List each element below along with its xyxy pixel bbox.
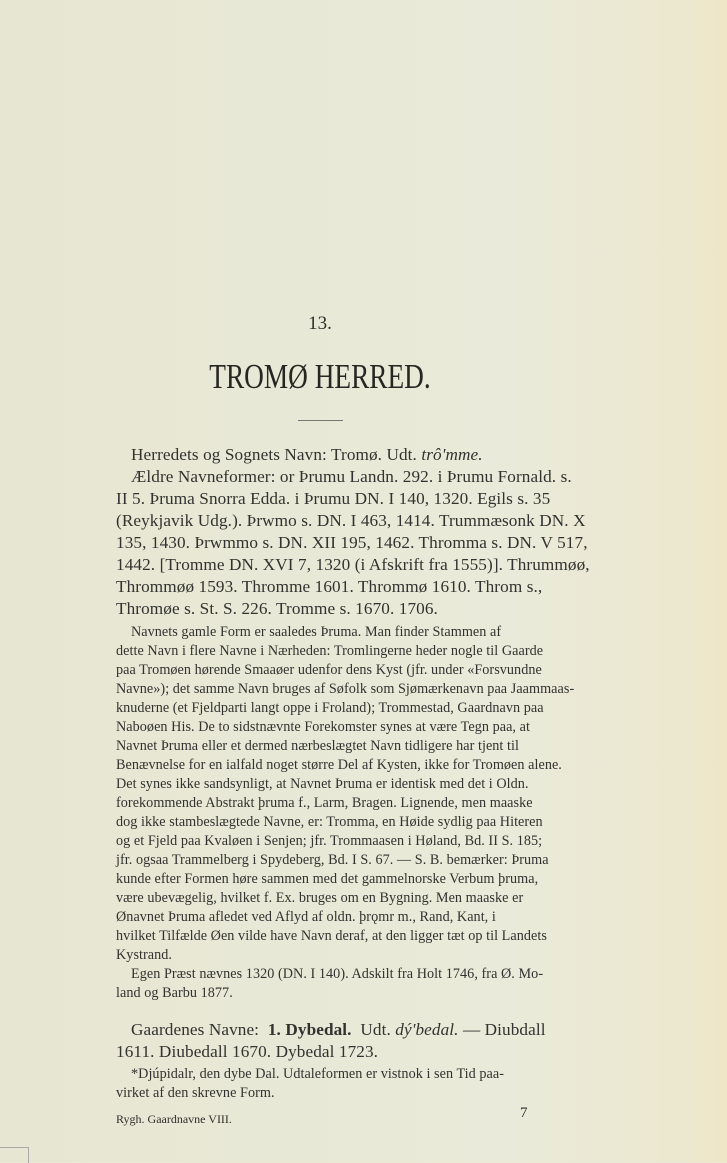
commentary-line: land og Barbu 1877. — [116, 985, 233, 1001]
commentary-line: Navnets gamle Form er saaledes Þruma. Man finder Stammen af — [131, 624, 502, 640]
intro-text: Herredets og Sognets Navn: Tromø. Udt. — [131, 445, 422, 464]
intro-line-8: Thromøe s. St. S. 226. Tromme s. 1670. 1706. — [116, 599, 438, 618]
intro-line-1 — [131, 445, 483, 465]
commentary-line: dette Navn i flere Navne i Nærheden: Tromlingerne heder nogle til Gaarde — [116, 643, 544, 659]
scan-corner-mark — [0, 1147, 29, 1163]
commentary-line: dog ikke stambeslægtede Navne, er: Tromma, en Høide sydlig paa Hiteren — [116, 814, 543, 830]
pronunciation: trô'mme. — [421, 445, 483, 464]
commentary-line: være ubevægelig, hvilket f. Ex. bruges om en Bygning. Men maaske er — [116, 890, 524, 906]
intro-line-3: II 5. Þruma Snorra Edda. i Þrumu DN. I 140, 1320. Egils s. 35 — [116, 489, 551, 508]
commentary-line: Navnet Þruma eller et dermed nærbeslægtet Navn tidligere har tjent til — [116, 738, 519, 754]
farm-number: 1. — [267, 1020, 281, 1039]
chapter-number: 13. — [308, 313, 332, 334]
commentary-line: og et Fjeld paa Kvaløen i Senjen; jfr. Trommaasen i Høland, Bd. II S. 185; — [116, 833, 543, 849]
intro-line-7: Thrommøø 1593. Thromme 1601. Thrommø 1610. Throm s., — [116, 577, 543, 596]
farm-note-line-2: virket af den skrevne Form. — [116, 1085, 275, 1101]
chapter-title: TROMØ HERRED. — [209, 357, 431, 396]
farm-entry-line-2: 1611. Diubedall 1670. Dybedal 1723. — [116, 1042, 379, 1061]
farm-entry-line-1 — [131, 1020, 546, 1040]
commentary-line: Benævnelse for en ialfald noget større Del af Kysten, ikke for Tromøen alene. — [116, 757, 562, 773]
farms-label: Gaardenes Navne: — [131, 1020, 260, 1039]
commentary-line: forekommende Abstrakt þruma f., Larm, Bragen. Lignende, men maaske — [116, 795, 533, 811]
commentary-line: jfr. ogsaa Trammelberg i Spydeberg, Bd. I S. 67. — S. B. bemærker: Þruma — [116, 852, 549, 868]
farm-note-line-1: *Djúpidalr, den dybe Dal. Udtaleformen er vistnok i sen Tid paa- — [131, 1066, 505, 1082]
page-number: 7 — [520, 1105, 528, 1121]
commentary-line: Ønavnet Þruma afledet ved Aflyd af oldn. þrǫmr m., Rand, Kant, i — [116, 909, 496, 925]
intro-line-4: (Reykjavik Udg.). Þrwmo s. DN. I 463, 1414. Trummæsonk DN. X — [116, 511, 586, 530]
source-signature: Rygh. Gaardnavne VIII. — [116, 1112, 232, 1126]
farm-pronunciation: dý'bedal. — [395, 1020, 459, 1039]
intro-line-2: Ældre Navneformer: or Þrumu Landn. 292. i Þrumu Fornald. s. — [131, 467, 572, 486]
intro-line-6: 1442. [Tromme DN. XVI 7, 1320 (i Afskrift fra 1555)]. Thrummøø, — [116, 555, 590, 574]
farm-forms-tail: — Diubdall — [462, 1020, 546, 1039]
farm-name: Dybedal. — [285, 1020, 352, 1039]
commentary-line: kunde efter Formen høre sammen med det gammelnorske Verbum þruma, — [116, 871, 539, 887]
commentary-line: Kystrand. — [116, 947, 173, 963]
commentary-line: knuderne (et Fjeldparti langt oppe i Froland); Trommestad, Gaardnavn paa — [116, 700, 544, 716]
commentary-line: Navne»); det samme Navn bruges af Søfolk som Sjømærkenavn paa Jaammaas- — [116, 681, 575, 697]
title-divider — [298, 420, 343, 421]
commentary-line: hvilket Tilfælde Øen vilde have Navn deraf, at den ligger tæt op til Landets — [116, 928, 547, 944]
commentary-line: paa Tromøen hørende Smaaøer udenfor dens Kyst (jfr. under «Forsvundne — [116, 662, 542, 678]
commentary-line: Naboøen His. De to sidstnævnte Forekomster synes at være Tegn paa, at — [116, 719, 530, 735]
udt-label: Udt. — [360, 1020, 391, 1039]
commentary-line: Egen Præst nævnes 1320 (DN. I 140). Adskilt fra Holt 1746, fra Ø. Mo- — [131, 966, 544, 982]
intro-line-5: 135, 1430. Þrwmmo s. DN. XII 195, 1462. Thromma s. DN. V 517, — [116, 533, 588, 552]
commentary-line: Det synes ikke sandsynligt, at Navnet Þruma er identisk med det i Oldn. — [116, 776, 529, 792]
